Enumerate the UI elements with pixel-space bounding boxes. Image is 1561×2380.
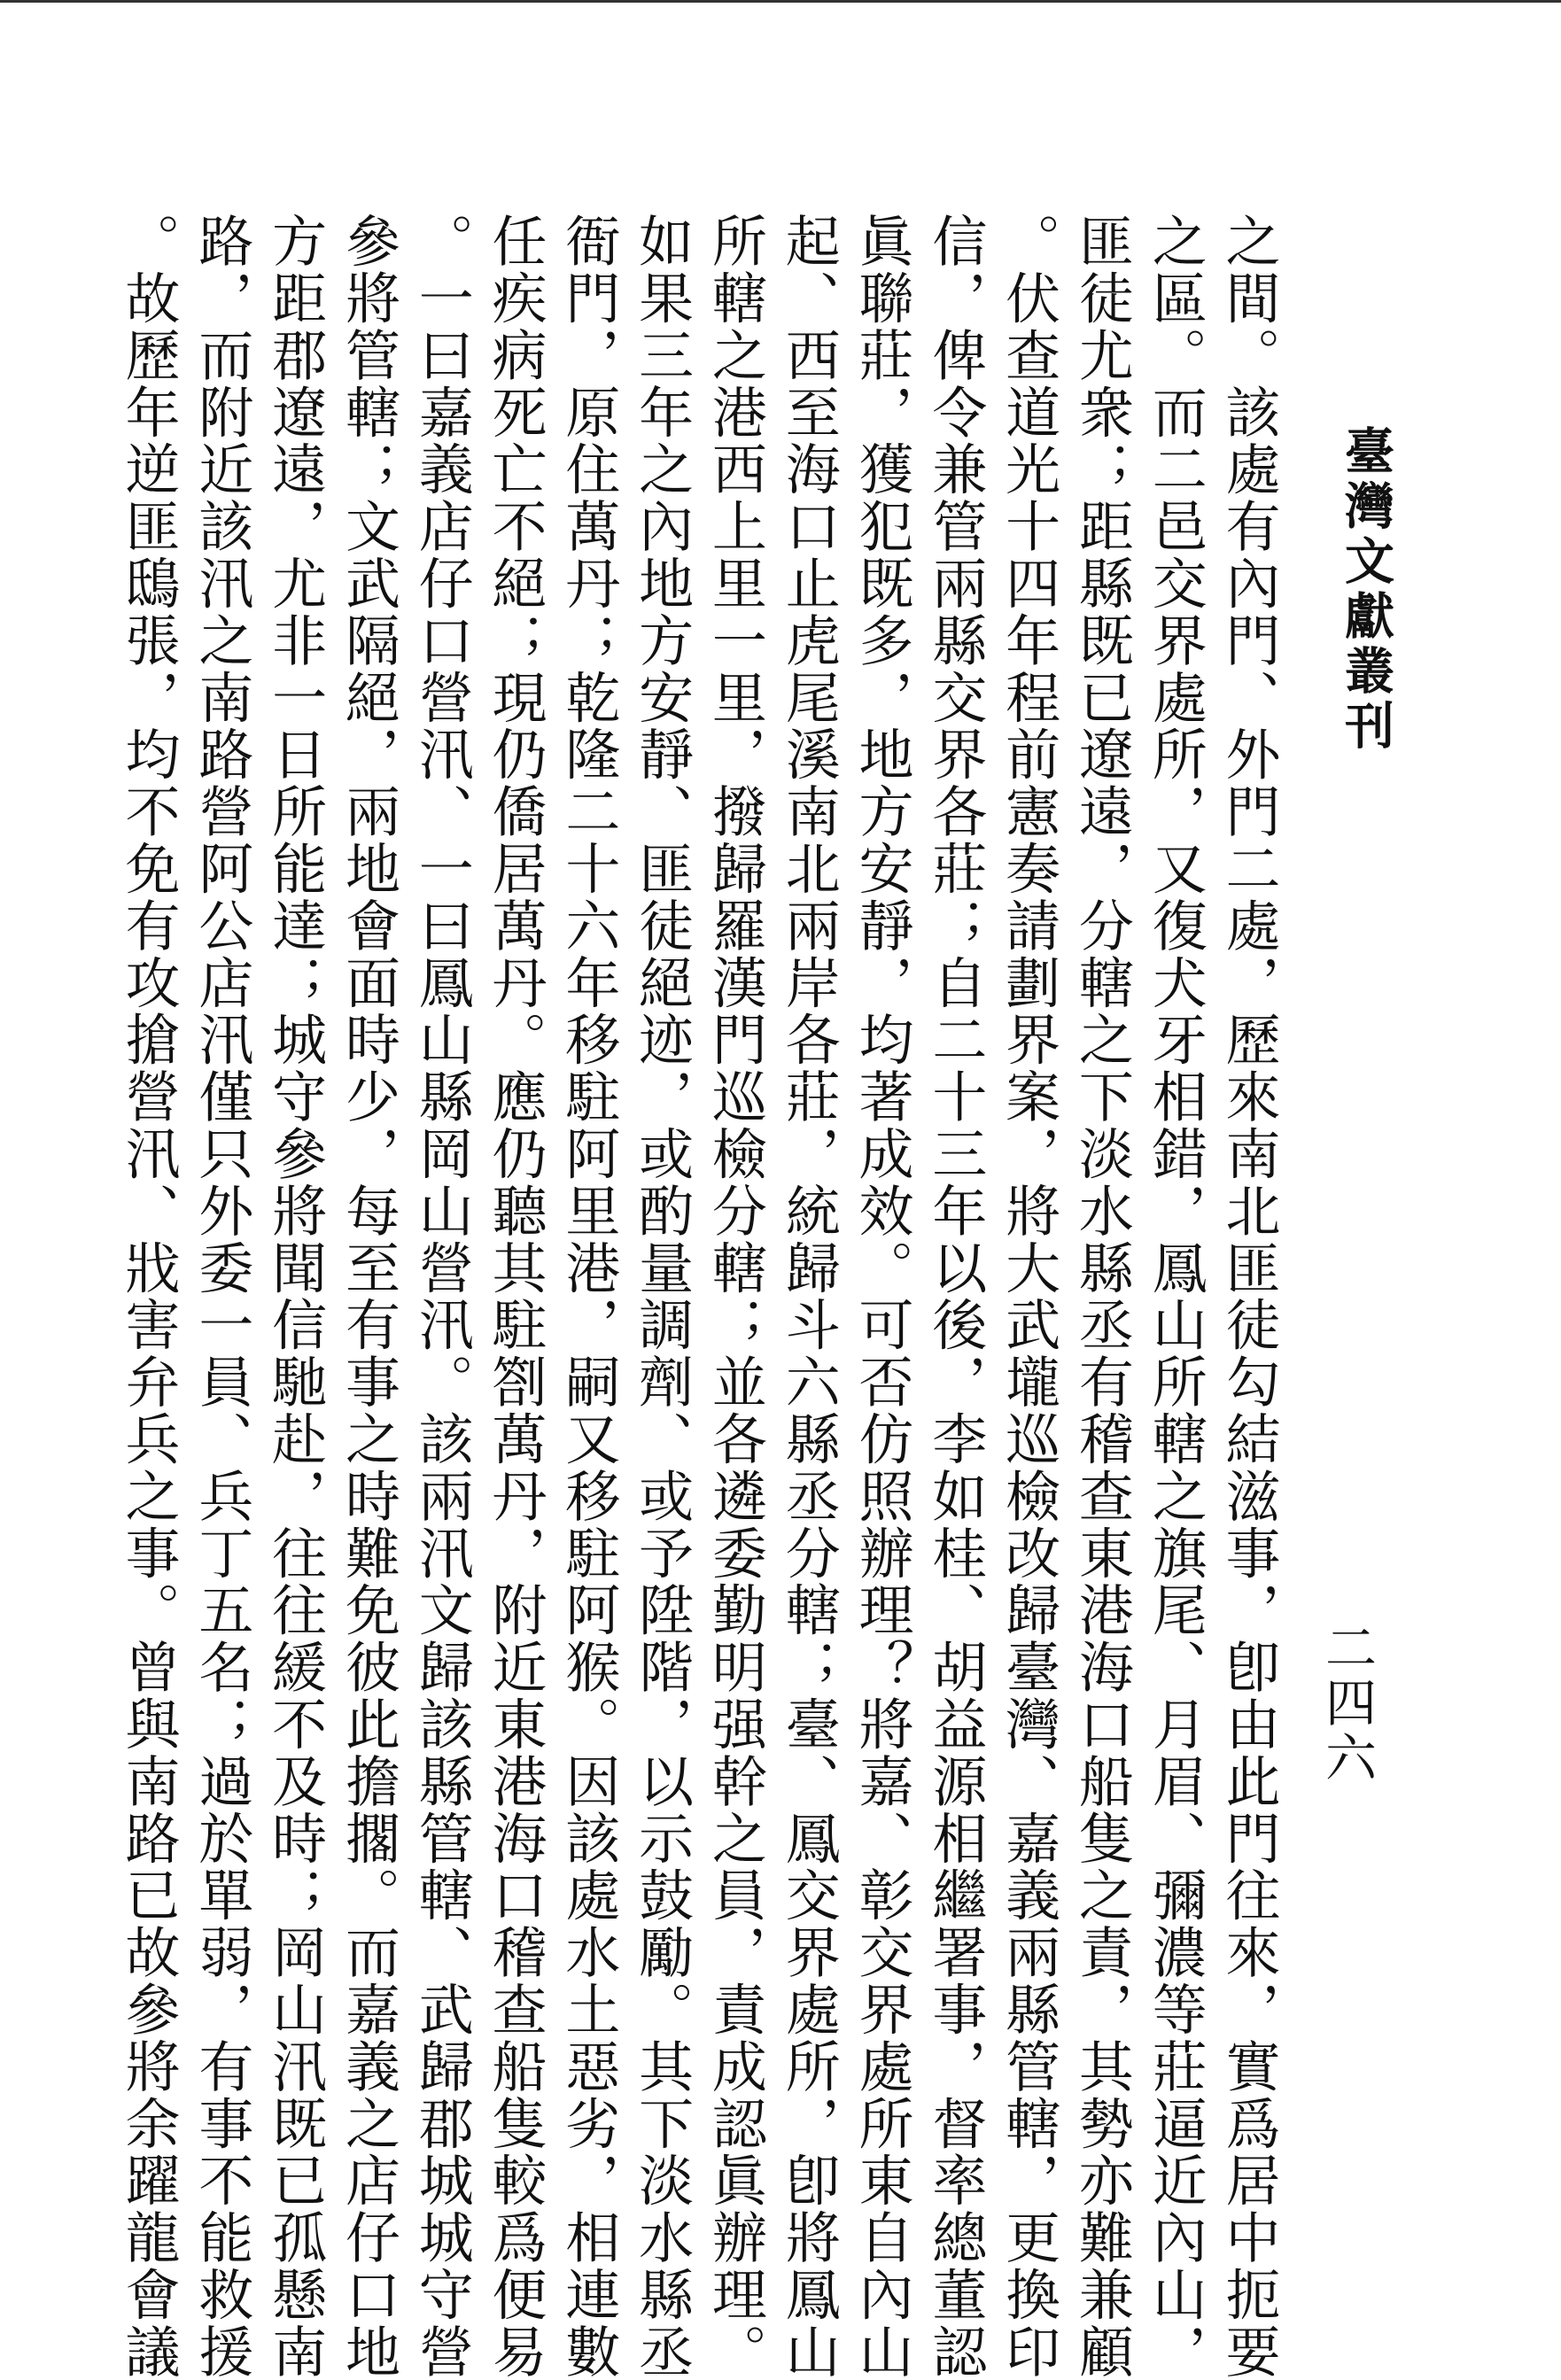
text-line-5: 信，俾令兼管兩縣交界各莊；自二十三年以後，李如桂、胡益源相繼署事，督率總董認 [922, 213, 988, 2380]
text-line-13: 參將管轄；文武隔絕，兩地會面時少，每至有事之時難免彼此擔擱。而嘉義之店仔口地 [336, 213, 401, 2380]
text-line-11: 任疾病死亡不絕；現仍僑居萬丹。應仍聽其駐劄萬丹，附近東港海口稽查船隻較爲便易 [483, 213, 548, 2380]
text-line-16: 。故歷年逆匪鴟張，均不免有攻搶營汛、戕害弁兵之事。曾與南路已故參將余躍龍會議 [116, 213, 182, 2380]
text-line-2: 之區。而二邑交界處所，又復犬牙相錯，鳳山所轄之旗尾、月眉、彌濃等莊逼近內山， [1143, 213, 1208, 2380]
text-line-1: 之間。該處有內門、外門二處，歷來南北匪徒勾結滋事，卽由此門往來，實爲居中扼要 [1216, 213, 1281, 2380]
text-line-9: 如果三年之內地方安靜、匪徒絕迹，或酌量調劑、或予陞階，以示鼓勵。其下淡水縣丞 [629, 213, 695, 2380]
page-number: 二四六 [1316, 1621, 1377, 1786]
text-line-4: 。伏查道光十四年程前憲奏請劃界案，將大武壠巡檢改歸臺灣、嘉義兩縣管轄，更換印 [996, 213, 1061, 2380]
text-line-15: 路，而附近該汛之南路營阿公店汛僅只外委一員、兵丁五名；過於單弱，有事不能救援 [189, 213, 254, 2380]
text-line-12: 。一曰嘉義店仔口營汛、一曰鳳山縣岡山營汛。該兩汛文歸該縣管轄、武歸郡城城守營 [409, 213, 475, 2380]
text-line-3: 匪徒尤衆；距縣既已遼遠，分轄之下淡水縣丞有稽查東港海口船隻之責，其勢亦難兼顧 [1069, 213, 1135, 2380]
text-line-14: 方距郡遼遠，尤非一日所能達；城守參將聞信馳赴，往往緩不及時；岡山汛既已孤懸南 [262, 213, 328, 2380]
vertical-text-body [111, 213, 1285, 2380]
top-border-line [0, 0, 1561, 3]
running-header-title: 臺灣文獻叢刊 [1337, 425, 1395, 755]
text-line-8: 所轄之港西上里一里，撥歸羅漢門巡檢分轄；並各遴委勤明强幹之員，責成認眞辦理。 [703, 213, 768, 2380]
text-line-10: 衙門，原住萬丹；乾隆二十六年移駐阿里港，嗣又移駐阿猴。因該處水土惡劣，相連數 [555, 213, 621, 2380]
text-line-6: 眞聯莊，獲犯既多，地方安靜，均著成效。可否仿照辦理？將嘉、彰交界處所東自內山 [850, 213, 915, 2380]
text-line-7: 起、西至海口止虎尾溪南北兩岸各莊，統歸斗六縣丞分轄；臺、鳳交界處所，卽將鳳山 [776, 213, 842, 2380]
